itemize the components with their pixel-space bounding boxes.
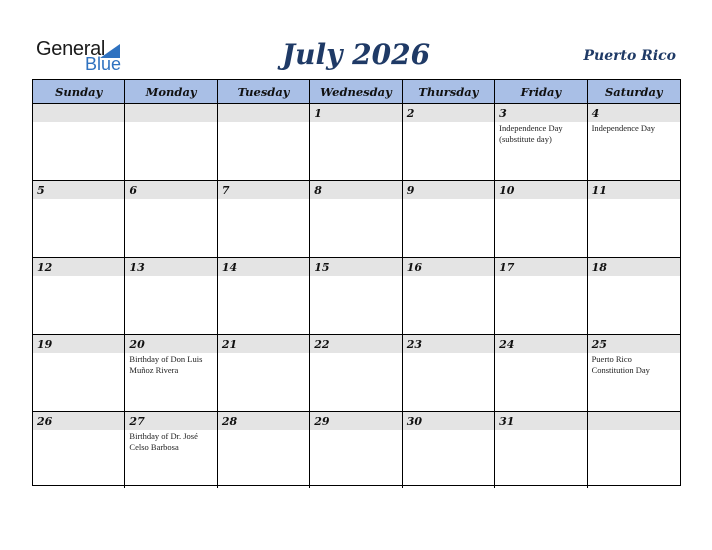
holiday-label <box>310 199 401 200</box>
country-label: Puerto Rico <box>583 48 676 64</box>
day-cell <box>125 258 217 334</box>
day-number: 16 <box>406 260 423 274</box>
holiday-label <box>125 199 216 200</box>
holiday-label <box>310 122 401 123</box>
calendar-grid <box>32 79 681 486</box>
holiday-label: Birthday of Don Luis Muñoz Rivera <box>129 354 203 375</box>
day-number-bar <box>310 258 401 276</box>
day-number-bar <box>588 258 680 276</box>
day-number-bar <box>403 258 494 276</box>
holiday-label <box>125 122 216 123</box>
logo-triangle-icon <box>100 44 120 58</box>
day-number-bar <box>588 104 680 122</box>
day-cell <box>218 258 310 334</box>
day-number: 23 <box>406 337 423 351</box>
day-number: 1 <box>314 106 322 120</box>
day-number: 27 <box>129 414 145 428</box>
week-row <box>33 104 680 181</box>
day-cell <box>310 181 402 257</box>
day-cell <box>495 412 587 488</box>
weekday-header: Friday <box>495 80 587 103</box>
day-number: 21 <box>221 337 238 351</box>
day-cell <box>310 335 402 411</box>
day-number-bar <box>125 258 216 276</box>
day-cell <box>33 335 125 411</box>
holiday-label <box>33 276 124 277</box>
day-number: 31 <box>499 414 515 428</box>
holiday-label <box>310 430 401 431</box>
day-number: 18 <box>591 260 607 274</box>
holiday-label <box>125 276 216 277</box>
day-cell <box>33 412 125 488</box>
week-row <box>33 335 680 412</box>
holiday-label <box>495 430 586 431</box>
day-cell <box>218 335 310 411</box>
day-number: 5 <box>37 183 45 197</box>
day-cell <box>310 412 402 488</box>
day-number-bar <box>33 181 124 199</box>
day-number-bar <box>33 412 124 430</box>
day-cell <box>403 104 495 180</box>
day-cell <box>588 181 680 257</box>
day-cell <box>310 258 402 334</box>
day-cell <box>403 412 495 488</box>
day-number-bar <box>310 412 401 430</box>
day-number-bar <box>310 104 401 122</box>
day-number-bar <box>33 335 124 353</box>
day-number-bar <box>588 412 680 430</box>
day-cell <box>403 258 495 334</box>
day-number-bar <box>403 335 494 353</box>
weekday-header-row <box>33 80 680 104</box>
day-number: 30 <box>406 414 423 428</box>
day-number: 14 <box>221 260 238 274</box>
day-number-bar <box>125 104 216 122</box>
week-row <box>33 258 680 335</box>
day-number: 3 <box>499 106 507 120</box>
day-cell <box>125 412 217 488</box>
holiday-label <box>218 430 309 431</box>
day-number: 6 <box>129 183 138 197</box>
day-number: 24 <box>499 337 515 351</box>
holiday-label <box>33 122 124 123</box>
holiday-label <box>588 430 680 431</box>
day-number: 11 <box>591 183 607 197</box>
day-number: 2 <box>406 106 415 120</box>
holiday-label <box>218 276 309 277</box>
holiday-label <box>403 122 494 123</box>
day-number-bar <box>125 412 216 430</box>
day-number-bar <box>218 104 309 122</box>
logo-text-general: General <box>36 38 106 60</box>
holiday-label <box>33 430 124 431</box>
day-cell <box>125 335 217 411</box>
weekday-header: Wednesday <box>310 80 402 103</box>
holiday-label <box>403 353 494 354</box>
day-number-bar <box>495 412 586 430</box>
day-number: 10 <box>499 183 515 197</box>
day-number-bar <box>310 335 401 353</box>
day-number: 12 <box>37 260 53 274</box>
day-cell <box>495 335 587 411</box>
day-number-bar <box>403 104 494 122</box>
day-number-bar <box>495 181 586 199</box>
day-number-bar <box>495 104 586 122</box>
weeks-container <box>33 104 680 488</box>
day-number-bar <box>218 412 309 430</box>
day-number-bar <box>495 335 586 353</box>
day-number-bar <box>403 412 494 430</box>
holiday-label <box>33 353 124 354</box>
weekday-header: Thursday <box>403 80 495 103</box>
day-number: 19 <box>37 337 53 351</box>
day-number: 4 <box>591 106 600 120</box>
holiday-label <box>33 199 124 200</box>
day-number-bar <box>588 181 680 199</box>
day-cell <box>310 104 402 180</box>
day-number-bar <box>125 335 216 353</box>
day-number: 26 <box>37 414 53 428</box>
day-cell <box>33 258 125 334</box>
day-number-bar <box>588 335 680 353</box>
day-number: 29 <box>314 414 330 428</box>
day-cell <box>495 181 587 257</box>
holiday-label <box>218 353 309 354</box>
holiday-label: Independence Day (substitute day) <box>499 123 563 144</box>
holiday-label <box>218 122 309 123</box>
generalblue-logo <box>36 38 136 74</box>
day-cell <box>33 104 125 180</box>
day-number: 15 <box>314 260 330 274</box>
day-number-bar <box>310 181 401 199</box>
day-cell <box>588 258 680 334</box>
day-number-bar <box>218 335 309 353</box>
day-number-bar <box>33 258 124 276</box>
holiday-label: Independence Day <box>591 123 656 133</box>
day-cell <box>125 181 217 257</box>
day-number: 8 <box>314 183 322 197</box>
day-number-bar <box>218 181 309 199</box>
day-cell <box>588 412 680 488</box>
calendar-title: July 2026 <box>281 38 431 71</box>
holiday-label <box>495 353 586 354</box>
week-row <box>33 181 680 258</box>
day-number: 20 <box>129 337 145 351</box>
holiday-label <box>310 353 401 354</box>
holiday-label <box>588 276 680 277</box>
day-number: 28 <box>221 414 238 428</box>
holiday-label: Puerto Rico Constitution Day <box>591 354 650 375</box>
day-number: 9 <box>406 183 415 197</box>
day-cell <box>403 181 495 257</box>
weekday-header: Saturday <box>604 84 663 99</box>
day-cell <box>588 104 680 180</box>
day-number: 7 <box>221 183 230 197</box>
week-row <box>33 412 680 488</box>
day-cell <box>403 335 495 411</box>
day-cell <box>495 104 587 180</box>
day-cell <box>218 181 310 257</box>
holiday-label <box>495 199 586 200</box>
day-number: 13 <box>129 260 145 274</box>
holiday-label <box>218 199 309 200</box>
weekday-header: Monday <box>125 80 217 103</box>
day-number-bar <box>495 258 586 276</box>
holiday-label <box>403 199 494 200</box>
day-cell <box>218 412 310 488</box>
day-cell <box>588 335 680 411</box>
day-cell <box>33 181 125 257</box>
day-number-bar <box>33 104 124 122</box>
weekday-header: Sunday <box>33 80 125 103</box>
holiday-label: Birthday of Dr. José Celso Barbosa <box>129 431 198 452</box>
day-cell <box>218 104 310 180</box>
day-number-bar <box>218 258 309 276</box>
holiday-label <box>403 430 494 431</box>
day-cell <box>495 258 587 334</box>
day-cell <box>125 104 217 180</box>
weekday-header: Tuesday <box>218 80 310 103</box>
holiday-label <box>495 276 586 277</box>
day-number-bar <box>125 181 216 199</box>
day-number: 22 <box>314 337 330 351</box>
holiday-label <box>403 276 494 277</box>
day-number: 25 <box>591 337 607 351</box>
day-number: 17 <box>499 260 515 274</box>
logo-text-blue: Blue <box>85 54 122 74</box>
day-number-bar <box>403 181 494 199</box>
holiday-label <box>310 276 401 277</box>
holiday-label <box>588 199 680 200</box>
